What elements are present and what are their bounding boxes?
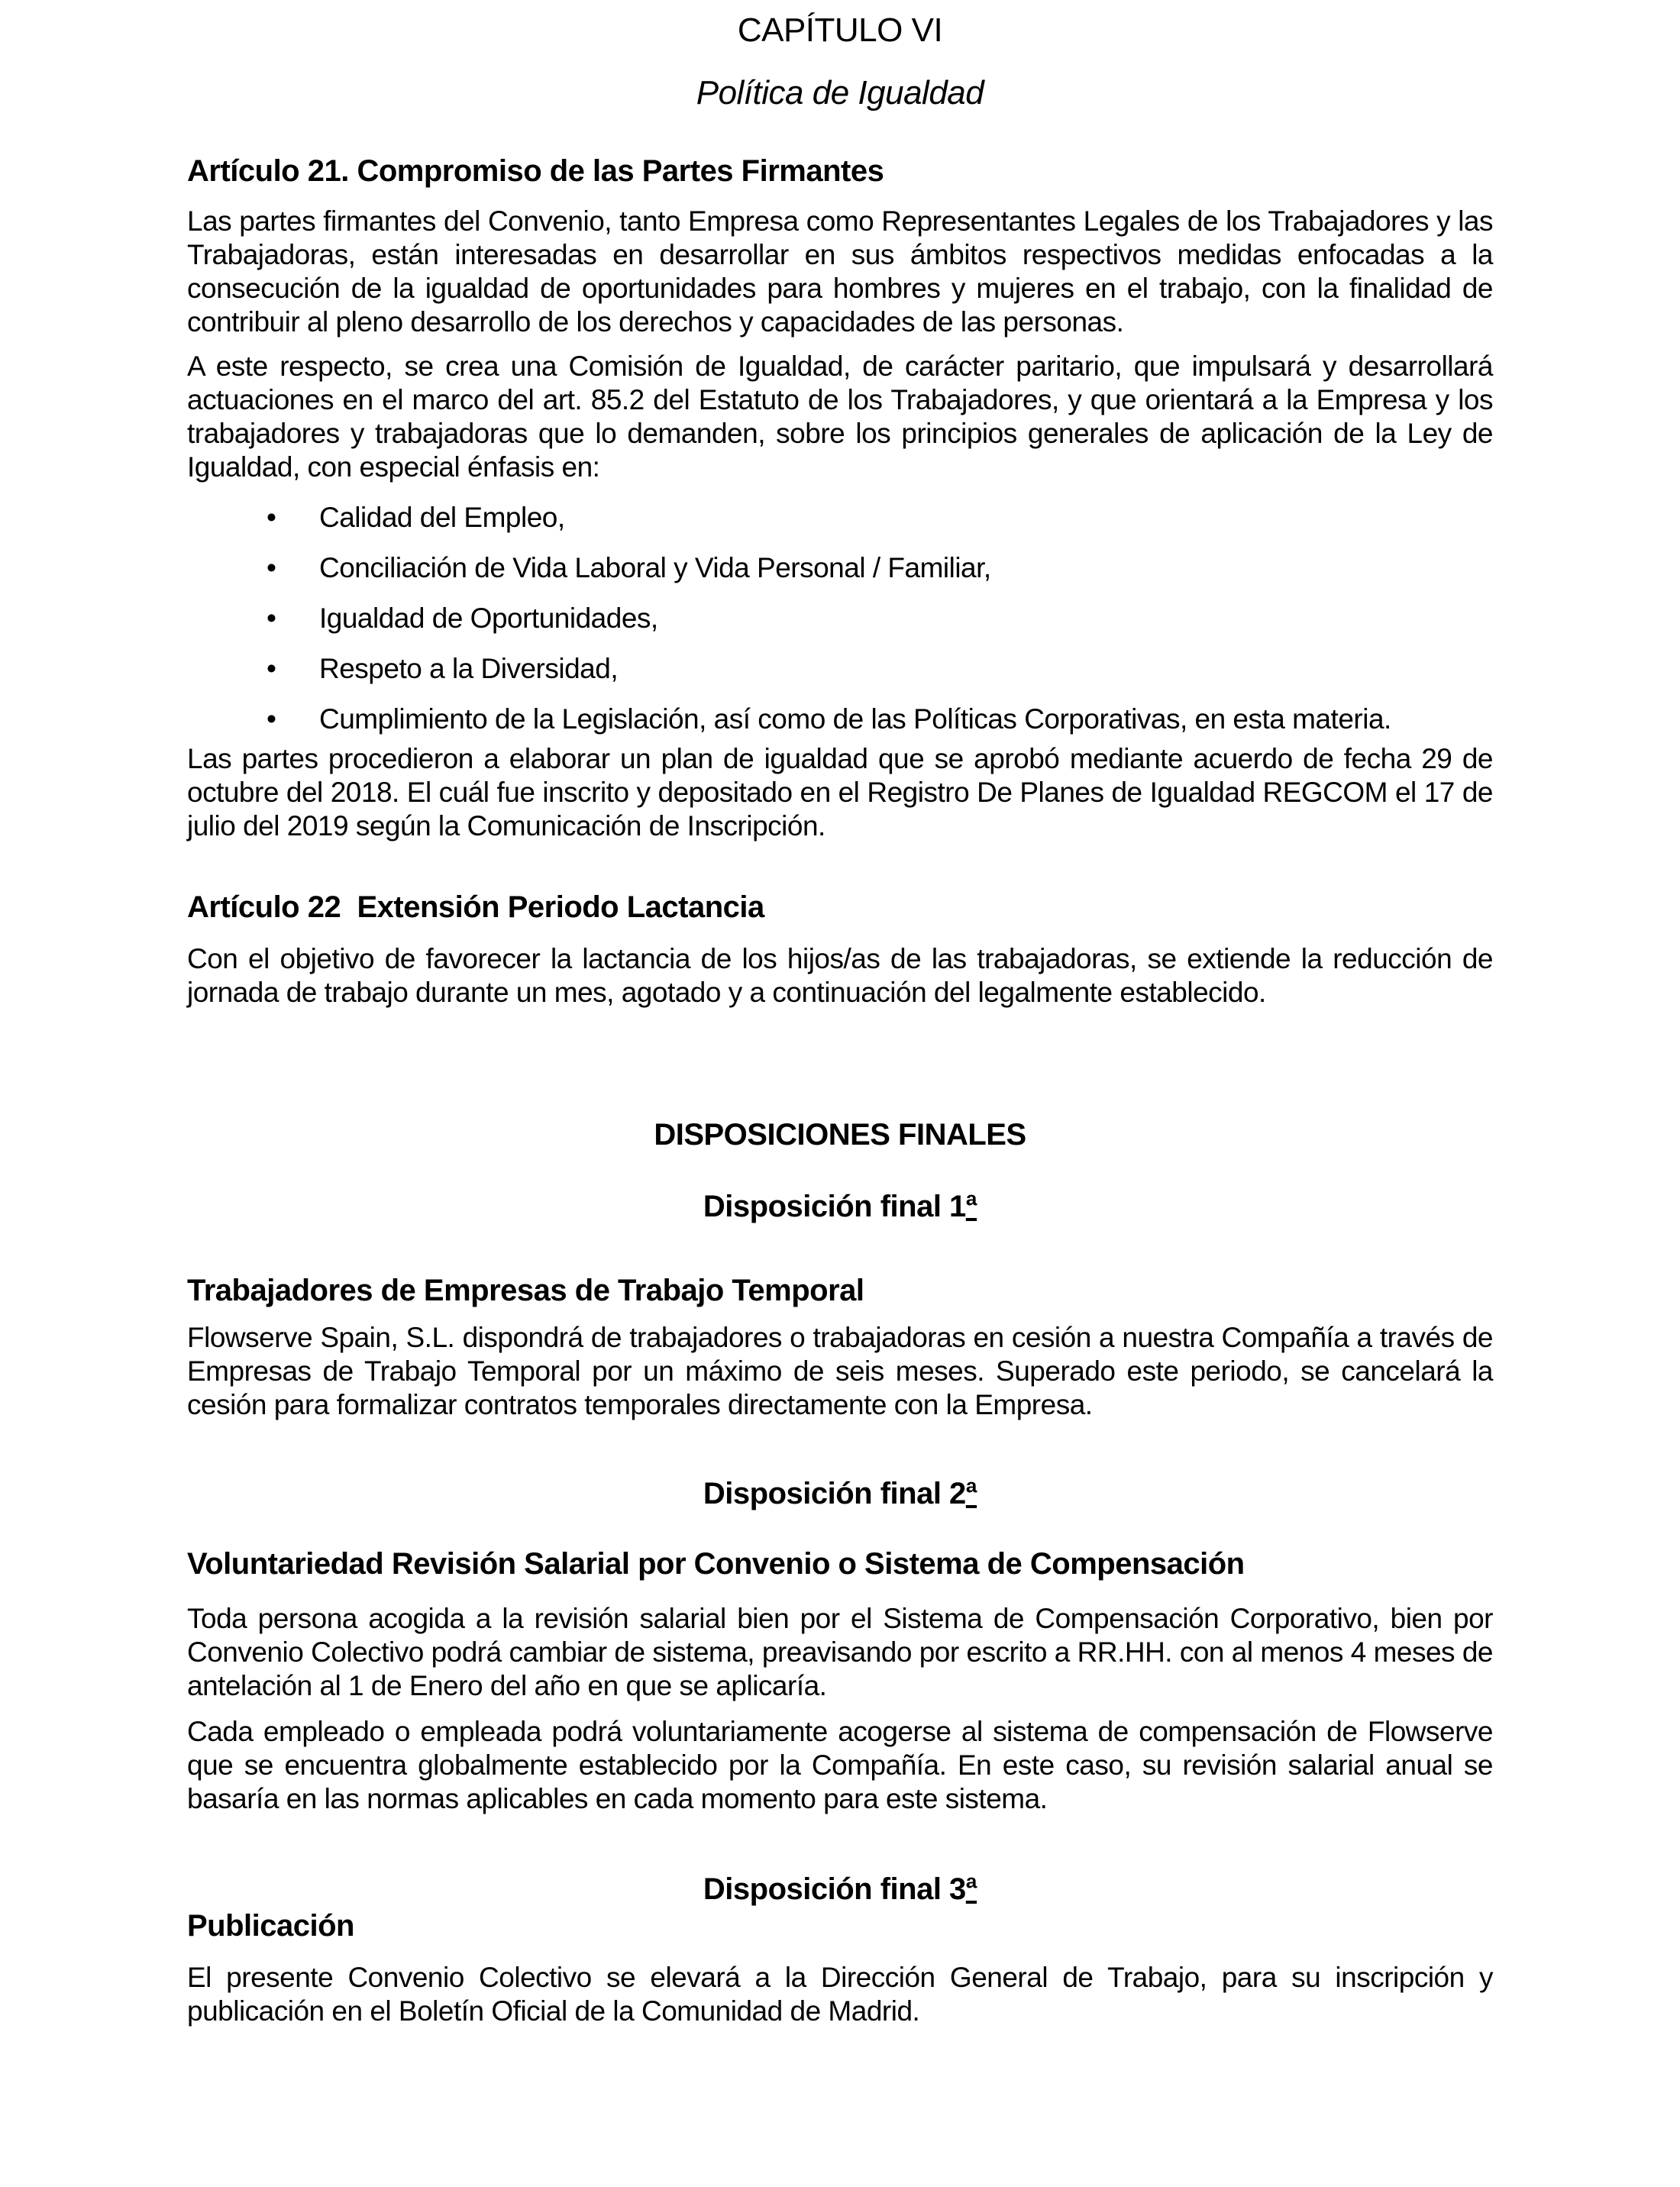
list-item (267, 602, 1493, 635)
disposicion-final-1-paragraph: Flowserve Spain, S.L. dispondrá de trabajadores o trabajadoras en cesión a nuestra Compañía a través de Empresas de Trabajo Temporal por un máximo de seis meses. Superado este periodo, se cancelará la cesión para formalizar contratos temporales directamente con la Empresa. (187, 1322, 1493, 1420)
disposicion-final-1-heading-text: Disposición final 1 (703, 1190, 966, 1223)
article-22-heading: Artículo 22 Extensión Periodo Lactancia (187, 890, 764, 924)
article-22-paragraph-1: Con el objetivo de favorecer la lactancia de los hijos/as de las trabajadoras, se extiende la reducción de jornada de trabajo durante un mes, agotado y a continuación del legalmente establecido. (187, 943, 1493, 1008)
ordinal-indicator: ª (965, 1477, 977, 1510)
disposicion-final-2-heading (187, 1475, 1493, 1512)
list-item-text: Respeto a la Diversidad, (319, 653, 619, 684)
ordinal-indicator: ª (965, 1872, 977, 1906)
article-21-paragraph-2: A este respecto, se crea una Comisión de Igualdad, de carácter paritario, que impulsará y desarrollará actuaciones en el marco del art. 85.2 del Estatuto de los Trabajadores, y que orientará a la Empresa y los trabajadores y trabajadoras que lo demanden, sobre los principios generales de aplicación de la Ley de Igualdad, con especial énfasis en: (187, 351, 1493, 483)
list-item (267, 652, 1493, 686)
chapter-subtitle: Política de Igualdad (696, 74, 984, 111)
bullet-icon: • (267, 502, 276, 533)
list-item (267, 501, 1493, 535)
list-item (267, 703, 1493, 736)
list-item-text: Cumplimiento de la Legislación, así como de las Políticas Corporativas, en esta materia. (319, 703, 1391, 735)
disposicion-final-3-heading-text: Disposición final 3 (703, 1872, 966, 1906)
disposicion-final-2-paragraph-2: Cada empleado o empleada podrá voluntariamente acogerse al sistema de compensación de Flowserve que se encuentra globalmente establecido por la Compañía. En este caso, su revisión salarial anual se basaría en las normas aplicables en cada momento para este sistema. (187, 1716, 1493, 1814)
disposicion-final-1-subheading: Trabajadores de Empresas de Trabajo Temporal (187, 1274, 864, 1307)
disposicion-final-2-paragraph-1: Toda persona acogida a la revisión salarial bien por el Sistema de Compensación Corporativo, bien por Convenio Colectivo podrá cambiar de sistema, preavisando por escrito a RR.HH. con al menos 4 meses de antelación al 1 de Enero del año en que se aplicaría. (187, 1603, 1493, 1701)
list-item-text: Calidad del Empleo, (319, 502, 565, 533)
disposicion-final-3-subheading: Publicación (187, 1909, 354, 1943)
bullet-icon: • (267, 552, 276, 583)
list-item-text: Conciliación de Vida Laboral y Vida Personal / Familiar, (319, 552, 991, 583)
bullet-icon: • (267, 602, 276, 634)
disposicion-final-1-heading (187, 1188, 1493, 1225)
disposicion-final-3-paragraph: El presente Convenio Colectivo se elevará a la Dirección General de Trabajo, para su inscripción y publicación en el Boletín Oficial de la Comunidad de Madrid. (187, 1962, 1493, 2027)
disposiciones-finales-title: DISPOSICIONES FINALES (654, 1118, 1026, 1152)
article-21-bullet-list (187, 501, 1493, 736)
article-21-heading: Artículo 21. Compromiso de las Partes Firmantes (187, 154, 884, 188)
disposicion-final-2-subheading: Voluntariedad Revisión Salarial por Convenio o Sistema de Compensación (187, 1547, 1245, 1581)
bullet-icon: • (267, 653, 276, 684)
chapter-title: CAPÍTULO VI (737, 11, 943, 49)
list-item-text: Igualdad de Oportunidades, (319, 602, 658, 634)
bullet-icon: • (267, 703, 276, 735)
article-21-paragraph-1: Las partes firmantes del Convenio, tanto Empresa como Representantes Legales de los Trabajadores y las Trabajadoras, están interesadas en desarrollar en sus ámbitos respectivos medidas enfocadas a la consecución de la igualdad de oportunidades para hombres y mujeres en el trabajo, con la finalidad de contribuir al pleno desarrollo de los derechos y capacidades de las personas. (187, 205, 1493, 338)
list-item (267, 551, 1493, 585)
ordinal-indicator: ª (965, 1190, 977, 1223)
disposicion-final-2-heading-text: Disposición final 2 (703, 1477, 966, 1510)
disposicion-final-3-heading (187, 1871, 1493, 1908)
article-21-paragraph-3: Las partes procedieron a elaborar un plan de igualdad que se aprobó mediante acuerdo de fecha 29 de octubre del 2018. El cuál fue inscrito y depositado en el Registro De Planes de Igualdad REGCOM el 17 de julio del 2019 según la Comunicación de Inscripción. (187, 743, 1493, 842)
